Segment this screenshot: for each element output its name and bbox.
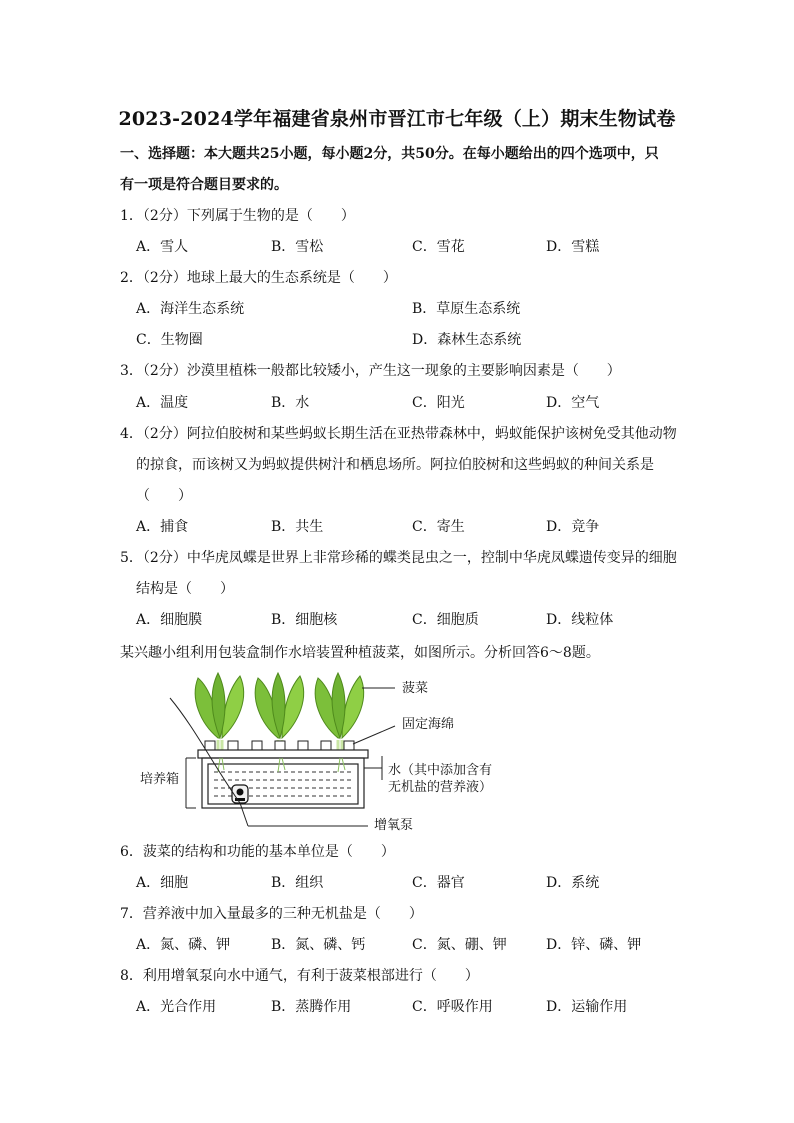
question-7-option-a: A．氮、磷、钾 [136, 937, 231, 953]
section-heading-line-1: 一、选择题：本大题共25小题，每小题2分，共50分。在每小题给出的四个选项中，只 [120, 146, 659, 162]
question-8-option-c: C．呼吸作用 [412, 999, 493, 1015]
question-4-option-b: B．共生 [271, 519, 324, 535]
question-2-option-c: C．生物圈 [136, 332, 203, 348]
question-1-option-b: B．雪松 [271, 239, 324, 255]
question-2-stem: 2．（2分）地球上最大的生态系统是（ ） [120, 270, 397, 286]
question-5-option-d: D．线粒体 [546, 612, 614, 628]
question-3-option-a: A．温度 [136, 395, 189, 411]
question-6-option-d: D．系统 [546, 875, 600, 891]
question-7-option-d: D．锌、磷、钾 [546, 937, 642, 953]
question-8-stem: 8．利用增氧泵向水中通气，有利于菠菜根部进行（ ） [120, 968, 479, 984]
question-7-option-c: C．氮、硼、钾 [412, 937, 507, 953]
spinach-plant-3 [315, 673, 363, 750]
question-1-option-c: C．雪花 [412, 239, 465, 255]
question-6-option-b: B．组织 [271, 875, 324, 891]
question-4-stem-line-3: （ ） [136, 488, 192, 504]
question-3-option-c: C．阳光 [412, 395, 465, 411]
question-8-option-b: B．蒸腾作用 [271, 999, 352, 1015]
question-3-option-b: B．水 [271, 395, 310, 411]
hydroponics-diagram [140, 668, 540, 838]
question-2-option-a: A．海洋生态系统 [136, 301, 245, 317]
spinach-plant-1 [195, 673, 243, 750]
question-5-option-c: C．细胞质 [412, 612, 479, 628]
question-1-stem: 1．（2分）下列属于生物的是（ ） [120, 208, 355, 224]
question-4-stem-line-2: 的掠食，而该树又为蚂蚁提供树汁和栖息场所。阿拉伯胶树和这些蚂蚁的种间关系是 [136, 457, 654, 473]
label-water-line-2: 无机盐的营养液） [388, 780, 493, 795]
roots [218, 758, 345, 772]
question-7-stem: 7．营养液中加入量最多的三种无机盐是（ ） [120, 906, 423, 922]
question-8-option-a: A．光合作用 [136, 999, 217, 1015]
label-water-line-1: 水（其中添加含有 [388, 763, 493, 778]
exam-title: 2023-2024学年福建省泉州市晋江市七年级（上）期末生物试卷 [118, 108, 676, 130]
question-5-stem-line-2: 结构是（ ） [136, 581, 234, 597]
question-5-option-a: A．细胞膜 [136, 612, 203, 628]
question-4-stem-line-1: 4．（2分）阿拉伯胶树和某些蚂蚁长期生活在亚热带森林中，蚂蚁能保护该树免受其他动物 [120, 426, 677, 442]
figure-intro-text: 某兴趣小组利用包装盒制作水培装置种植菠菜，如图所示。分析回答6～8题。 [120, 645, 600, 661]
question-7-option-b: B．氮、磷、钙 [271, 937, 366, 953]
question-3-option-d: D．空气 [546, 395, 600, 411]
question-2-option-d: D．森林生态系统 [412, 332, 522, 348]
question-6-stem: 6．菠菜的结构和功能的基本单位是（ ） [120, 844, 395, 860]
question-4-option-a: A．捕食 [136, 519, 189, 535]
spinach-plant-2 [255, 673, 303, 750]
hydroponics-figure [140, 668, 540, 838]
question-5-stem-line-1: 5．（2分）中华虎凤蝶是世界上非常珍稀的蝶类昆虫之一，控制中华虎凤蝶遗传变异的细胞 [120, 550, 677, 566]
question-2-option-b: B．草原生态系统 [412, 301, 521, 317]
label-spinach: 菠菜 [402, 681, 429, 696]
question-1-option-d: D．雪糕 [546, 239, 600, 255]
sponge-blocks [205, 741, 354, 750]
section-heading-line-2: 有一项是符合题目要求的。 [120, 177, 288, 193]
question-6-option-a: A．细胞 [136, 875, 189, 891]
air-pump-icon [232, 785, 248, 803]
label-air-pump: 增氧泵 [374, 818, 414, 833]
question-5-option-b: B．细胞核 [271, 612, 338, 628]
question-4-option-c: C．寄生 [412, 519, 465, 535]
label-culture-box: 培养箱 [140, 772, 180, 787]
question-3-stem: 3．（2分）沙漠里植株一般都比较矮小，产生这一现象的主要影响因素是（ ） [120, 363, 621, 379]
label-sponge: 固定海绵 [402, 717, 455, 732]
question-8-option-d: D．运输作用 [546, 999, 628, 1015]
question-1-option-a: A．雪人 [136, 239, 189, 255]
question-4-option-d: D．竞争 [546, 519, 600, 535]
question-6-option-c: C．器官 [412, 875, 465, 891]
